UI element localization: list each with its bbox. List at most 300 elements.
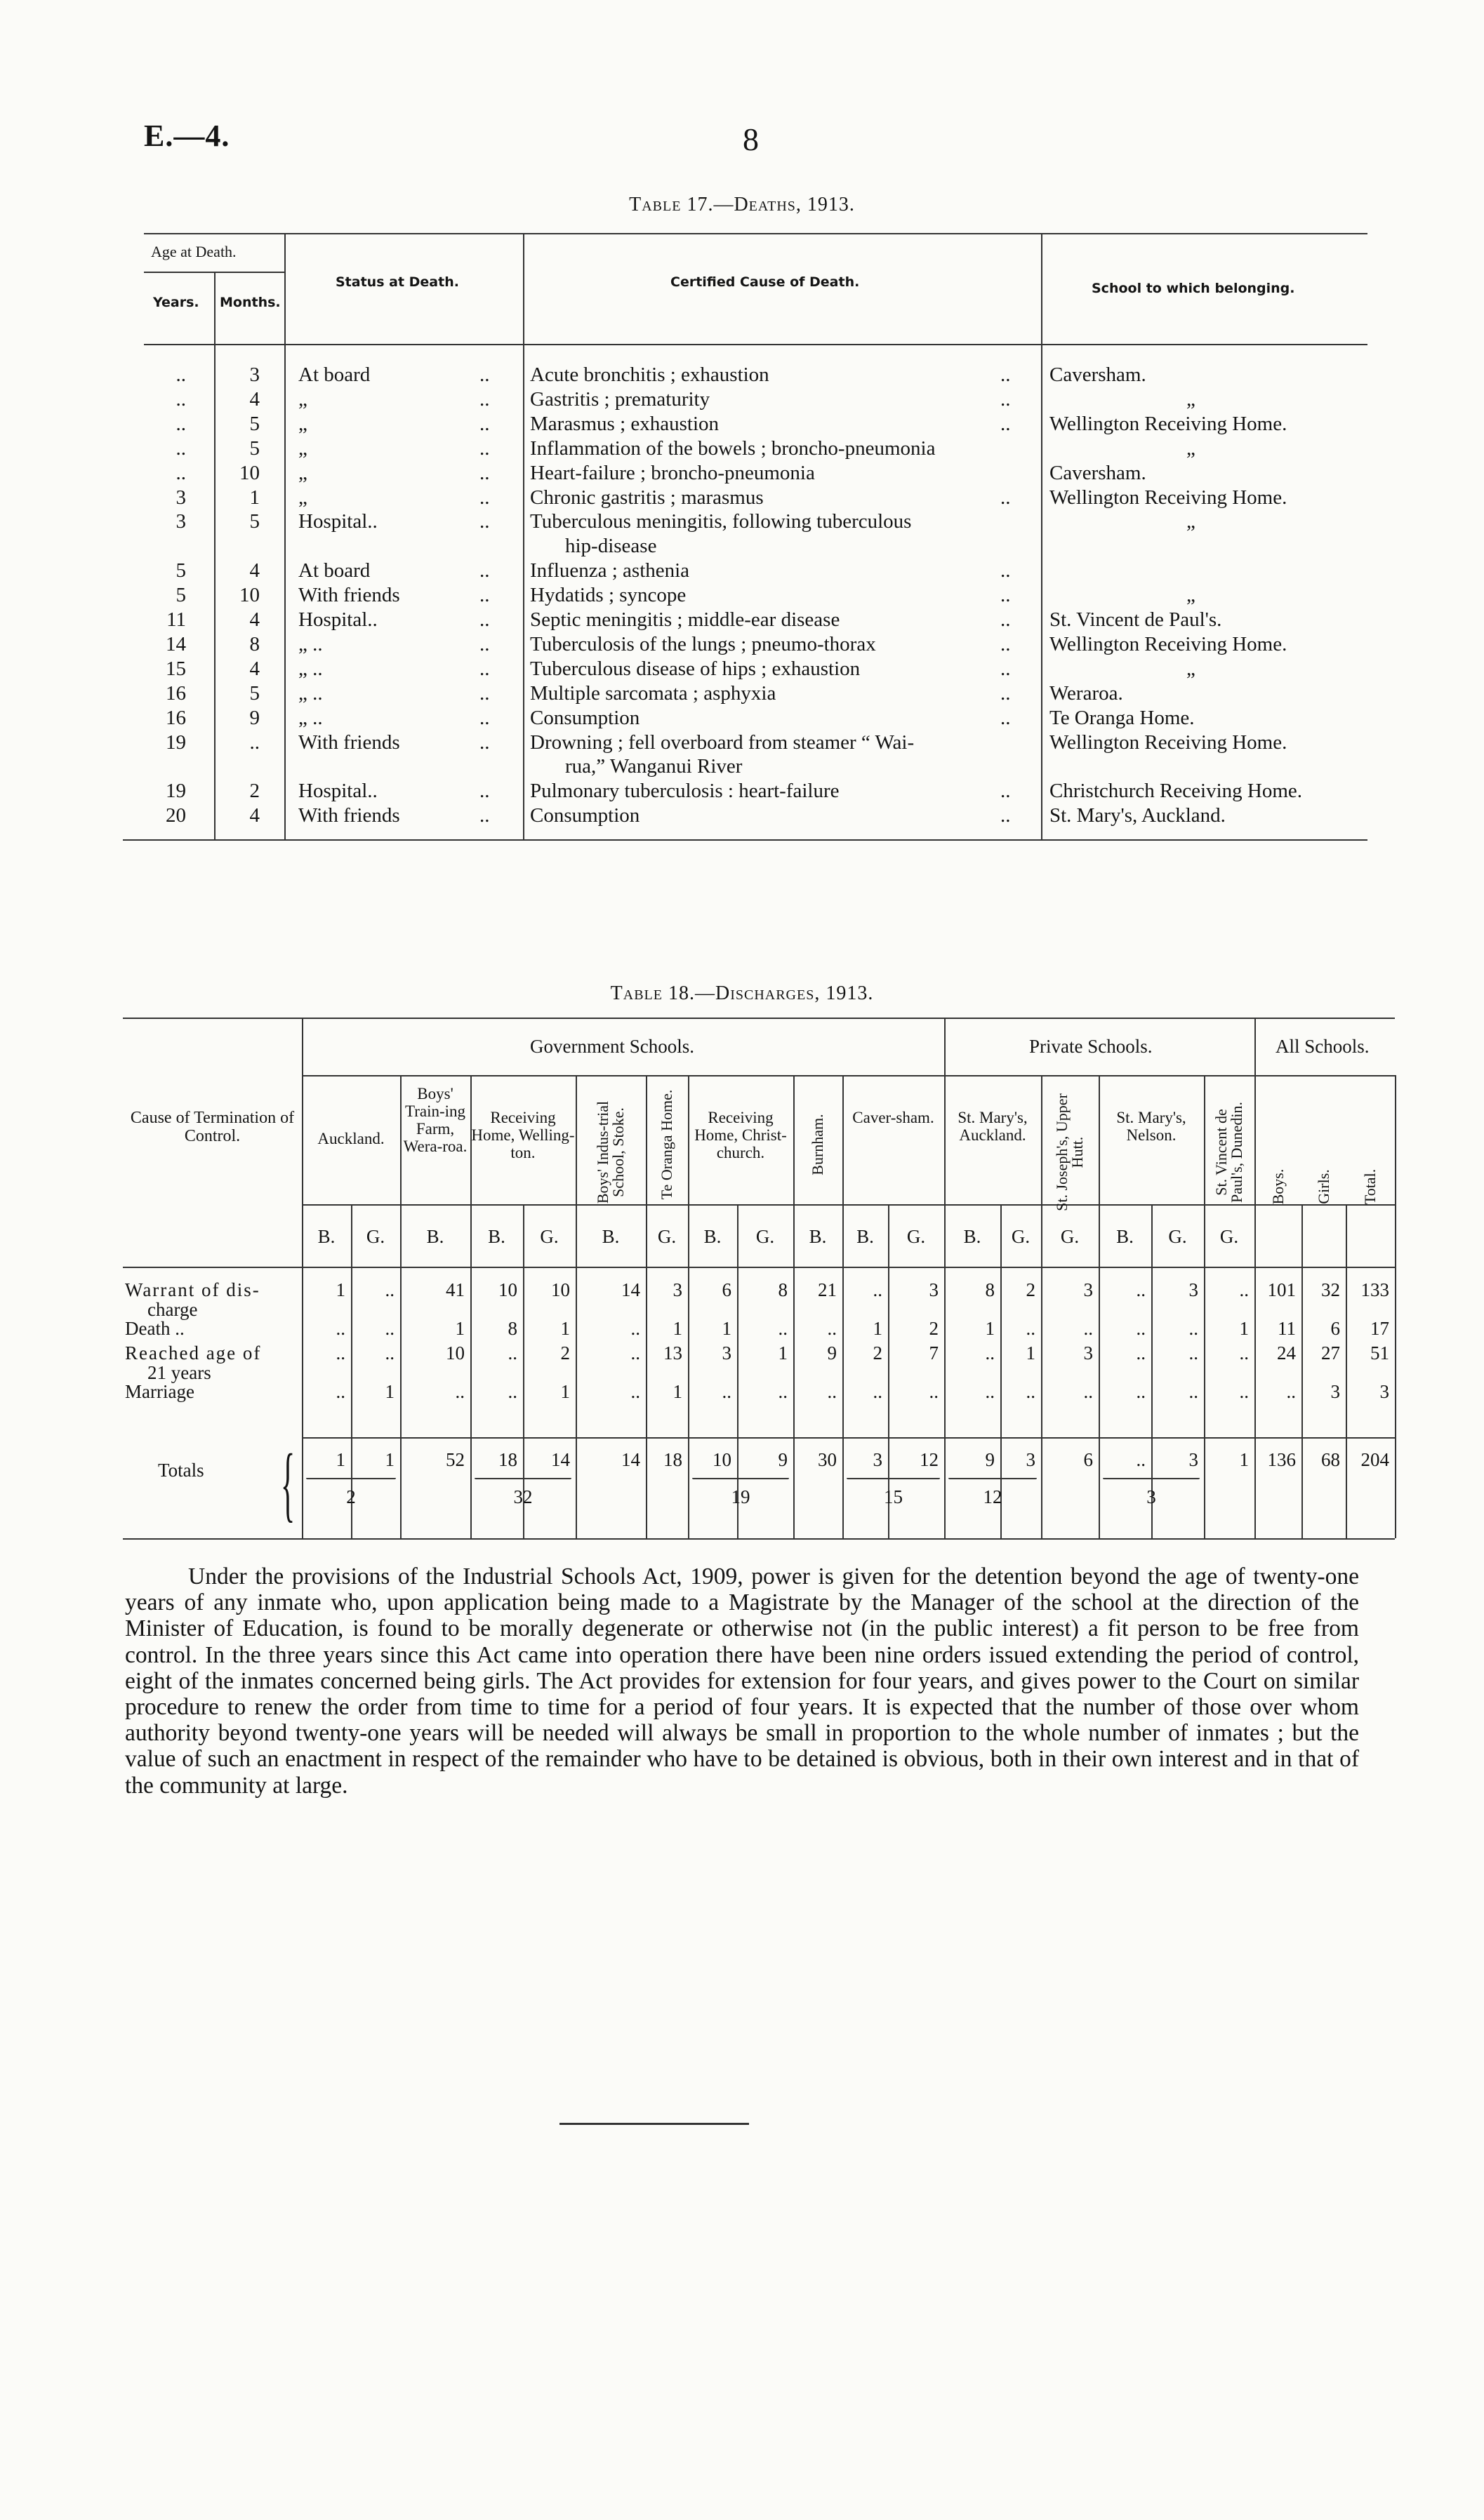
t17-leader-dots: .. (1000, 804, 1011, 827)
t17-leader-dots: .. (479, 608, 490, 631)
t18-value-cell: 14 (621, 1279, 640, 1300)
t17-months-cell: 4 (249, 559, 260, 582)
t17-cause-cell: Pulmonary tuberculosis : heart-failure (530, 780, 840, 803)
t18-col-divider (1395, 1075, 1396, 1538)
t17-months-cell: 4 (249, 657, 260, 680)
t17-leader-dots: .. (479, 804, 490, 827)
t17-leader-dots: .. (479, 657, 490, 680)
t18-school-header-st-marys-nelson: St. Mary's, Nelson. (1116, 1109, 1186, 1144)
t18-value-cell: 10 (446, 1342, 465, 1364)
t17-leader-dots: .. (479, 706, 490, 729)
t18-total-cell: 9 (985, 1449, 995, 1470)
t17-school-cell: St. Mary's, Auckland. (1049, 804, 1226, 827)
t18-total-cell: 14 (621, 1449, 640, 1470)
t18-value-cell: .. (385, 1279, 395, 1300)
t17-cause-cell: Drowning ; fell overboard from steamer “ Wai- (530, 731, 915, 754)
t18-value-cell: 8 (985, 1279, 995, 1300)
t17-leader-dots: .. (1000, 364, 1011, 386)
t17-cause-cell: Consumption (530, 706, 640, 729)
t18-value-cell: .. (336, 1318, 345, 1339)
t17-years-cell: 11 (166, 608, 186, 631)
t17-cause-cell: Consumption (530, 804, 640, 827)
t18-value-cell: 41 (446, 1279, 465, 1300)
t17-status-cell: With friends (298, 804, 400, 827)
t18-value-cell: 2 (873, 1342, 882, 1364)
t17-cause-cell: Tuberculosis of the lungs ; pneumo-thorax (530, 632, 876, 655)
t18-sex-label: G. (540, 1226, 559, 1247)
t18-value-cell: .. (1188, 1318, 1198, 1339)
t18-value-cell: .. (778, 1381, 788, 1402)
t18-value-cell: 3 (722, 1342, 731, 1364)
t18-subtotal-cell: 2 (346, 1486, 356, 1507)
t18-value-cell: 1 (673, 1381, 682, 1402)
t17-status-cell: „ (298, 412, 307, 435)
t17-top-rule (144, 233, 1367, 234)
t17-years-cell: .. (175, 364, 186, 386)
t17-col-divider (523, 233, 524, 839)
t17-col-divider (1041, 233, 1042, 839)
t18-school-header-st-josephs: St. Joseph's, Upper Hutt. (1053, 1093, 1086, 1211)
t17-school-cell: Wellington Receiving Home. (1049, 486, 1287, 509)
t18-value-cell: 13 (663, 1342, 682, 1364)
t17-bottom-rule (123, 839, 1367, 841)
t17-cause-cell: Heart-failure ; broncho-pneumonia (530, 461, 815, 484)
t17-leader-dots: .. (479, 780, 490, 803)
t18-sex-label: G. (1011, 1226, 1031, 1247)
t18-value-cell: 1 (455, 1318, 465, 1339)
t17-school-cell: Wellington Receiving Home. (1049, 412, 1287, 435)
t17-school-cell: „ (1186, 510, 1195, 533)
t18-school-header-boys: Boys. (1268, 1168, 1287, 1205)
t17-months-cell: 4 (249, 804, 260, 827)
t18-value-cell: 8 (508, 1318, 517, 1339)
t17-years-cell: .. (175, 387, 186, 411)
t18-sex-label: G. (1168, 1226, 1187, 1247)
t18-total-cell: 10 (713, 1449, 731, 1470)
t17-years-cell: 3 (175, 486, 186, 509)
t18-value-cell: .. (1239, 1279, 1249, 1300)
t18-school-header-te-oranga: Te Oranga Home. (658, 1089, 675, 1200)
t18-government-header: Government Schools. (530, 1036, 694, 1057)
t18-value-cell: .. (1239, 1381, 1249, 1402)
t18-value-cell: 3 (1330, 1381, 1340, 1402)
t18-value-cell: .. (778, 1318, 788, 1339)
t18-value-cell: .. (508, 1342, 517, 1364)
t17-status-cell: At board (298, 364, 371, 386)
t18-value-cell: .. (985, 1381, 995, 1402)
t18-sex-label: B. (488, 1226, 505, 1247)
t18-sex-label: B. (703, 1226, 722, 1247)
t18-subtotal-cell: 3 (1146, 1486, 1156, 1507)
t18-subcol-divider (1301, 1204, 1303, 1538)
t18-school-header-burnham: Burnham. (809, 1114, 826, 1175)
t18-value-cell: 32 (1321, 1279, 1340, 1300)
t18-total-cell: 68 (1321, 1449, 1340, 1470)
t18-value-cell: 3 (1083, 1279, 1093, 1300)
t17-cause-cell: Gastritis ; prematurity (530, 387, 710, 411)
t18-value-cell: .. (929, 1381, 939, 1402)
t17-leader-dots: .. (479, 364, 490, 386)
t18-value-cell: 51 (1370, 1342, 1389, 1364)
t18-totals-brace: { (281, 1436, 296, 1530)
t18-value-cell: .. (873, 1381, 882, 1402)
t18-value-cell: .. (1136, 1318, 1146, 1339)
t17-status-header: Status at Death. (336, 274, 459, 290)
t17-status-cell: With friends (298, 584, 400, 607)
t18-subtotal-brace (948, 1478, 1037, 1479)
t18-row-header: Cause of Termination of Control. (130, 1109, 295, 1145)
t17-cause-cell: Septic meningitis ; middle-ear disease (530, 608, 840, 631)
t18-sex-label: B. (426, 1226, 444, 1247)
t17-months-cell: 4 (249, 387, 260, 411)
t17-years-cell: .. (175, 461, 186, 484)
t17-cause-cell: Marasmus ; exhaustion (530, 412, 720, 435)
t17-status-cell: „ (298, 486, 307, 509)
t17-months-cell: 5 (249, 681, 260, 705)
t18-school-header-auckland: Auckland. (317, 1130, 385, 1147)
t18-total-cell: .. (1136, 1449, 1146, 1470)
t17-age-header: Age at Death. (151, 243, 237, 260)
t18-group-rule (302, 1075, 1395, 1076)
t18-value-cell: 1 (385, 1381, 395, 1402)
t18-sex-label: G. (366, 1226, 385, 1247)
t18-subtotal-cell: 15 (884, 1486, 903, 1507)
t18-value-cell: 3 (1083, 1342, 1093, 1364)
t18-total-cell: 136 (1267, 1449, 1296, 1470)
t17-school-cell: Weraroa. (1049, 681, 1123, 705)
t18-value-cell: .. (1188, 1381, 1198, 1402)
t17-leader-dots: .. (479, 486, 490, 509)
t18-total-cell: 1 (1239, 1449, 1249, 1470)
t17-col-divider (214, 272, 216, 839)
t17-leader-dots: .. (1000, 608, 1011, 631)
t18-value-cell: 1 (985, 1318, 995, 1339)
t18-private-header: Private Schools. (1029, 1036, 1153, 1057)
t18-school-header-st-vincent: St. Vincent de Paul's, Dunedin. (1212, 1102, 1245, 1203)
t17-cause-cell: Influenza ; asthenia (530, 559, 690, 582)
t18-value-cell: 1 (336, 1279, 345, 1300)
t17-months-cell: 4 (249, 608, 260, 631)
t18-school-header-caversham: Caver-sham. (852, 1109, 934, 1126)
t18-sex-label: B. (602, 1226, 620, 1247)
t17-months-cell: 3 (249, 364, 260, 386)
t17-months-cell: .. (249, 731, 260, 754)
table17-title: Table 17.—Deaths, 1913. (629, 194, 855, 215)
t17-cause-cell: Multiple sarcomata ; asphyxia (530, 681, 776, 705)
t18-value-cell: 1 (778, 1342, 788, 1364)
t17-school-cell: Wellington Receiving Home. (1049, 731, 1287, 754)
t18-total-cell: 6 (1083, 1449, 1093, 1470)
t18-value-cell: 1 (1239, 1318, 1249, 1339)
t17-school-cell: Caversham. (1049, 461, 1146, 484)
t18-sex-label: B. (1116, 1226, 1134, 1247)
t18-all-header: All Schools. (1276, 1036, 1370, 1057)
t18-value-cell: 1 (673, 1318, 682, 1339)
t17-status-cell: With friends (298, 731, 400, 754)
t17-years-cell: 19 (166, 780, 186, 803)
t18-total-cell: 3 (1188, 1449, 1198, 1470)
t18-school-header-girls: Girls. (1314, 1169, 1332, 1204)
t18-total-cell: 3 (1026, 1449, 1035, 1470)
t18-value-cell: 10 (551, 1279, 570, 1300)
t17-leader-dots: .. (1000, 486, 1011, 509)
t18-value-cell: .. (985, 1342, 995, 1364)
t17-cause-cell: Chronic gastritis ; marasmus (530, 486, 764, 509)
t18-value-cell: 1 (873, 1318, 882, 1339)
t18-value-cell: .. (1188, 1342, 1198, 1364)
t17-cause-cell: rua,” Wanganui River (565, 755, 743, 778)
t17-years-cell: .. (175, 412, 186, 435)
table18-title: Table 18.—Discharges, 1913. (610, 982, 874, 1004)
t17-header-rule (144, 344, 1367, 345)
t18-sex-label: B. (963, 1226, 981, 1247)
t18-value-cell: 8 (778, 1279, 788, 1300)
t18-subtotal-brace (306, 1478, 396, 1479)
footer-rule (559, 2123, 749, 2125)
t18-value-cell: 1 (1026, 1342, 1035, 1364)
t17-months-cell: 5 (249, 436, 260, 460)
t17-leader-dots: .. (479, 559, 490, 582)
t17-status-cell: At board (298, 559, 371, 582)
t18-value-cell: .. (722, 1381, 731, 1402)
t18-total-cell: 30 (818, 1449, 837, 1470)
t18-total-cell: 204 (1360, 1449, 1389, 1470)
t18-top-rule (123, 1018, 1395, 1019)
t18-subtotal-brace (1103, 1478, 1200, 1479)
t17-school-cell: Christchurch Receiving Home. (1049, 780, 1302, 803)
t17-leader-dots: .. (479, 510, 490, 533)
t17-school-cell: „ (1186, 584, 1195, 607)
t18-value-cell: 1 (560, 1318, 570, 1339)
t17-status-cell: „ (298, 461, 307, 484)
t17-months-cell: 2 (249, 780, 260, 803)
t17-cause-cell: Tuberculous meningitis, following tuberculous (530, 510, 912, 533)
t18-cause-label-cont: 21 years (147, 1362, 211, 1383)
t18-value-cell: 17 (1370, 1318, 1389, 1339)
t18-subtotal-brace (475, 1478, 571, 1479)
t17-leader-dots: .. (479, 584, 490, 607)
t18-subtotal-cell: 19 (731, 1486, 750, 1507)
t18-value-cell: 2 (1026, 1279, 1035, 1300)
t17-years-cell: 5 (175, 559, 186, 582)
t18-total-cell: 1 (385, 1449, 395, 1470)
t17-status-cell: „ (298, 387, 307, 411)
t17-years-cell: .. (175, 436, 186, 460)
t17-years-cell: 5 (175, 584, 186, 607)
t17-years-cell: 16 (166, 681, 186, 705)
t18-sex-label: G. (906, 1226, 926, 1247)
t17-leader-dots: .. (479, 632, 490, 655)
body-paragraph: Under the provisions of the Industrial Schools Act, 1909, power is given for the detention beyond the age of twenty-one years of any inmate who, upon application being made to a Magistrate by the Manager of the school at the direction of the Minister of Education, is found to be morally degenerate or otherwise not (in the public interest) a fit person to be free from control. In the three years since this Act came into operation there have been nine orders issued extending the period of control, eight of the inmates concerned being girls. The Act provides for extension for four years, and gives power to the Court on similar procedure to renew the order from time to time for a period of four years. It is expected that the number of those over whom authority beyond twenty-one years will be needed will always be small in proportion to the whole number of inmates ; but the value of such an enactment in respect of the remainder who have to be detained is obvious, both in their own interest and in that of the community at large. (125, 1564, 1359, 1799)
t17-status-cell: „ .. (298, 706, 323, 729)
t18-value-cell: 10 (498, 1279, 517, 1300)
t18-value-cell: .. (385, 1342, 395, 1364)
t17-leader-dots: .. (1000, 584, 1011, 607)
t18-value-cell: .. (1239, 1342, 1249, 1364)
t18-total-cell: 14 (551, 1449, 570, 1470)
t18-value-cell: .. (1026, 1318, 1035, 1339)
t18-total-cell: 18 (663, 1449, 682, 1470)
t18-value-cell: .. (1026, 1381, 1035, 1402)
t17-leader-dots: .. (1000, 387, 1011, 411)
t18-value-cell: 9 (827, 1342, 837, 1364)
t17-school-cell: St. Vincent de Paul's. (1049, 608, 1222, 631)
t18-value-cell: .. (385, 1318, 395, 1339)
t17-status-cell: „ .. (298, 632, 323, 655)
t17-school-cell: „ (1186, 387, 1195, 411)
t18-school-header-receiving-christchurch: Receiving Home, Christ-church. (694, 1109, 787, 1161)
t18-value-cell: .. (827, 1381, 837, 1402)
t18-value-cell: 2 (929, 1318, 939, 1339)
t18-subcol-divider (1346, 1204, 1347, 1538)
t18-total-cell: 1 (336, 1449, 345, 1470)
t17-cause-cell: Tuberculous disease of hips ; exhaustion (530, 657, 861, 680)
t17-status-cell: „ .. (298, 681, 323, 705)
t18-value-cell: 27 (1321, 1342, 1340, 1364)
t18-sex-label: B. (856, 1226, 874, 1247)
t18-value-cell: .. (1136, 1342, 1146, 1364)
t18-cause-label: Marriage (125, 1381, 194, 1402)
t18-total-cell: 52 (446, 1449, 465, 1470)
t18-value-cell: .. (630, 1381, 640, 1402)
t17-months-cell: 10 (239, 584, 260, 607)
t18-totals-rule (302, 1437, 1395, 1439)
t17-status-cell: Hospital.. (298, 608, 378, 631)
t18-subtotal-cell: 32 (513, 1486, 533, 1507)
t18-sex-label: B. (317, 1226, 336, 1247)
t18-value-cell: .. (455, 1381, 465, 1402)
t18-value-cell: 1 (722, 1318, 731, 1339)
t18-cause-label: Death .. (125, 1318, 185, 1339)
t17-leader-dots: .. (1000, 559, 1011, 582)
t17-school-cell: Wellington Receiving Home. (1049, 632, 1287, 655)
t17-cause-cell: hip-disease (565, 535, 657, 558)
t17-school-cell: Caversham. (1049, 364, 1146, 386)
t18-value-cell: .. (508, 1381, 517, 1402)
t18-subtotal-brace (692, 1478, 789, 1479)
t18-value-cell: 11 (1278, 1318, 1296, 1339)
t17-years-cell: 19 (166, 731, 186, 754)
t18-total-cell: 9 (778, 1449, 788, 1470)
t18-value-cell: .. (336, 1381, 345, 1402)
t17-leader-dots: .. (1000, 412, 1011, 435)
t17-months-cell: 5 (249, 412, 260, 435)
t18-value-cell: 21 (818, 1279, 837, 1300)
t18-value-cell: 3 (1379, 1381, 1389, 1402)
page-number: 8 (743, 121, 759, 157)
t18-value-cell: .. (1136, 1279, 1146, 1300)
t17-months-cell: 5 (249, 510, 260, 533)
t17-school-cell: „ (1186, 657, 1195, 680)
t18-cause-label: Reached age of (125, 1342, 262, 1364)
t18-value-cell: .. (336, 1342, 345, 1364)
t17-years-cell: 20 (166, 804, 186, 827)
t18-value-cell: .. (1083, 1318, 1093, 1339)
t18-value-cell: .. (630, 1342, 640, 1364)
t18-value-cell: 6 (722, 1279, 731, 1300)
t18-value-cell: .. (630, 1318, 640, 1339)
t17-cause-cell: Inflammation of the bowels ; broncho-pneumonia (530, 436, 936, 460)
t18-total-cell: 18 (498, 1449, 517, 1470)
t17-years-cell: 3 (175, 510, 186, 533)
t18-value-cell: .. (1083, 1381, 1093, 1402)
t18-value-cell: .. (1286, 1381, 1296, 1402)
t17-years-cell: 14 (166, 632, 186, 655)
t17-leader-dots: .. (1000, 780, 1011, 803)
t17-leader-dots: .. (479, 412, 490, 435)
t18-value-cell: 101 (1267, 1279, 1296, 1300)
t18-subtotal-cell: 12 (983, 1486, 1002, 1507)
t18-cause-label: Warrant of dis- (125, 1279, 260, 1300)
t17-status-cell: Hospital.. (298, 510, 378, 533)
page-reference: E.—4. (144, 119, 230, 153)
t18-cause-label-cont: charge (147, 1299, 198, 1320)
t17-cause-cell: Hydatids ; syncope (530, 584, 687, 607)
t18-value-cell: 2 (560, 1342, 570, 1364)
t17-months-cell: 8 (249, 632, 260, 655)
t17-cause-cell: Acute bronchitis ; exhaustion (530, 364, 769, 386)
t18-value-cell: .. (873, 1279, 882, 1300)
t17-leader-dots: .. (1000, 632, 1011, 655)
t17-school-header: School to which belonging. (1092, 281, 1295, 296)
t18-sex-label: B. (809, 1226, 827, 1247)
t18-sex-label: G. (1060, 1226, 1080, 1247)
t18-total-cell: 3 (873, 1449, 882, 1470)
t18-value-cell: 3 (1188, 1279, 1198, 1300)
t17-years-cell: 16 (166, 706, 186, 729)
t18-value-cell: 24 (1277, 1342, 1296, 1364)
t17-months-header: Months. (220, 295, 281, 310)
t17-months-cell: 1 (249, 486, 260, 509)
t17-leader-dots: .. (479, 436, 490, 460)
t17-leader-dots: .. (479, 681, 490, 705)
t18-value-cell: 3 (929, 1279, 939, 1300)
t18-value-cell: 3 (673, 1279, 682, 1300)
t17-status-cell: Hospital.. (298, 780, 378, 803)
t17-leader-dots: .. (1000, 706, 1011, 729)
t18-school-header-total: Total. (1361, 1168, 1379, 1205)
t17-status-cell: „ .. (298, 657, 323, 680)
t17-years-header: Years. (153, 295, 199, 310)
t17-school-cell: Te Oranga Home. (1049, 706, 1195, 729)
t18-school-header-receiving-wellington: Receiving Home, Welling-ton. (471, 1109, 575, 1161)
t18-subtotal-brace (847, 1478, 940, 1479)
t17-leader-dots: .. (479, 731, 490, 754)
t17-school-cell: „ (1186, 436, 1195, 460)
t17-leader-dots: .. (479, 387, 490, 411)
t17-months-cell: 10 (239, 461, 260, 484)
t18-totals-label: Totals (158, 1460, 204, 1481)
t17-years-cell: 15 (166, 657, 186, 680)
t18-value-cell: .. (1136, 1381, 1146, 1402)
t18-sex-label: G. (1219, 1226, 1239, 1247)
t18-value-cell: 133 (1360, 1279, 1389, 1300)
t18-school-header-boys-industrial: Boys' Indus-trial School, Stoke. (594, 1100, 627, 1204)
t18-school-header-st-marys-auckland: St. Mary's, Auckland. (958, 1109, 1028, 1144)
t18-value-cell: .. (827, 1318, 837, 1339)
t18-value-cell: 7 (929, 1342, 939, 1364)
t17-leader-dots: .. (1000, 657, 1011, 680)
t17-leader-dots: .. (479, 461, 490, 484)
t18-value-cell: 1 (560, 1381, 570, 1402)
t17-col-divider (284, 233, 286, 839)
t18-school-header-boys-training: Boys' Train-ing Farm, Wera-roa. (403, 1085, 468, 1155)
t17-status-cell: „ (298, 436, 307, 460)
t18-value-cell: 6 (1330, 1318, 1340, 1339)
t18-bottom-rule (123, 1538, 1395, 1540)
t17-cause-header: Certified Cause of Death. (670, 274, 860, 290)
t18-sex-label: G. (657, 1226, 677, 1247)
